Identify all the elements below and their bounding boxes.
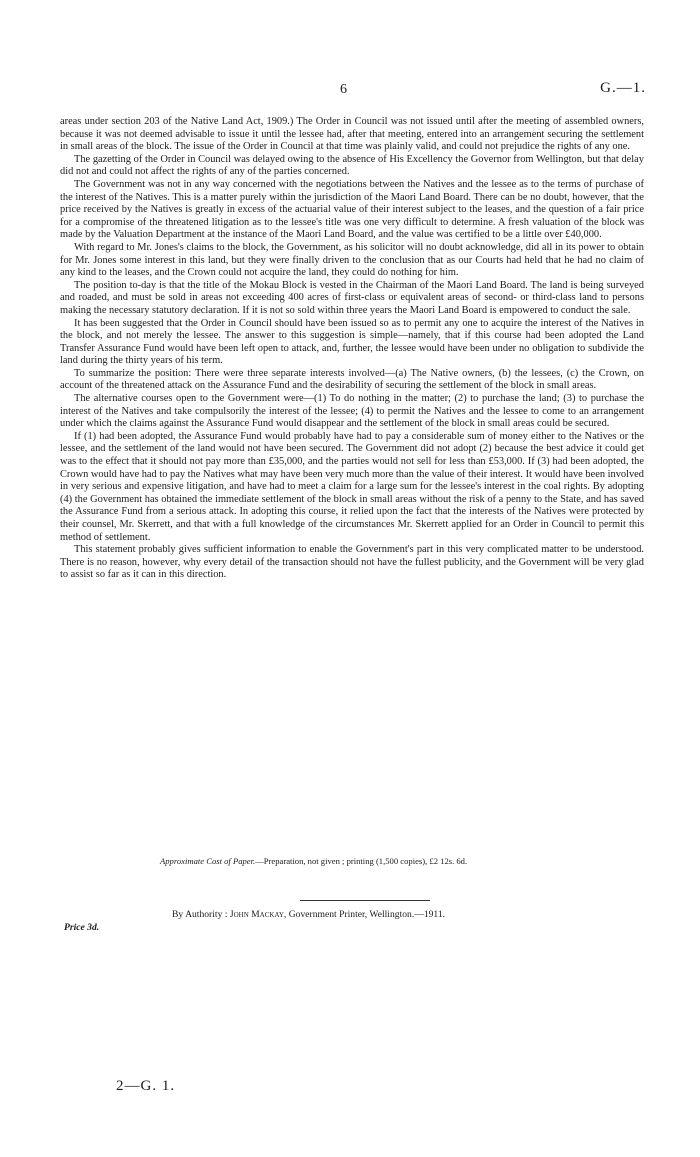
paragraph-9: If (1) had been adopted, the Assurance Fund would probably have had to pay a considerable sum of money either to the Natives or the lessee, and the settlement of the land would not have been secured. The Government did not adopt (2) because the best advice it could get was to the effect that it should not pay more than £35,000, and the parties would not sell for less than £53,000. If (3) had been adopted, the Crown would have had to pay the Natives what may have been very much more than the value of their interest. It would have been involved in very serious and expensive litigation, and have had to meet a claim for a large sum for the lessee's interest in the coal rights. By adopting (4) the Government has obtained the immediate settlement of the block in small areas without the risk of a penny to the State, and has saved the Assurance Fund from a serious attack. In adopting this course, it relied upon the fact that the interests of the Natives were protected by their counsel, Mr. Skerrett, and that with a full knowledge of the circumstances Mr. Skerrett applied for an Order in Council to permit this method of settlement.	[60, 430, 644, 543]
footer-divider	[300, 900, 430, 901]
authority-prefix: By Authority :	[172, 909, 230, 920]
cost-text: —Preparation, not given ; printing (1,500 copies), £2 12s. 6d.	[255, 856, 468, 866]
printer-name: John Mackay,	[229, 909, 287, 920]
page-number: 6	[340, 82, 347, 97]
sheet-signature: 2—G. 1.	[116, 1078, 176, 1094]
paragraph-1: areas under section 203 of the Native Land Act, 1909.) The Order in Council was not issued until after the meeting of assembled owners, because it was not deemed advisable to issue it until the lessee had, after that meeting, entered into an arrangement securing the settlement in small areas of the block. The issue of the Order in Council at that time was plainly valid, and could not prejudice the rights of any one.	[60, 116, 644, 153]
paragraph-7: To summarize the position: There were three separate interests involved—(a) The Native owners, (b) the lessees, (c) the Crown, on account of the threatened attack on the Assurance Fund and the desirability of securing the settlement of the block in small areas.	[60, 367, 644, 392]
authority-line	[172, 909, 445, 920]
paragraph-3: The Government was not in any way concerned with the negotiations between the Natives and the lessee as to the terms of purchase of the interest of the Natives. This is a matter purely within the jurisdiction of the Maori Land Board. There can be no doubt, however, that the price received by the Natives is greatly in excess of the actuarial value of their interest subject to the leases, and the question of a fair price for a compromise of the threatened litigation as to the lessee's title was one very difficult to determine. A fresh valuation of the block was made by the Valuation Department at the instance of the Maori Land Board, and the value was certified to be a little over £40,000.	[60, 178, 644, 241]
paragraph-8: The alternative courses open to the Government were—(1) To do nothing in the matter; (2) to purchase the land; (3) to purchase the interest of the Natives and take compulsorily the interest of the lessee; (4) to permit the Natives and the lessee to come to an arrangement under which the claims against the Assurance Fund would disappear and the settlement of the block in small areas could be secured.	[60, 393, 644, 430]
paragraph-6: It has been suggested that the Order in Council should have been issued so as to permit any one to acquire the interest of the Natives in the block, and not merely the lessee. The answer to this suggestion is simple—namely, that if this course had been adopted the Land Transfer Assurance Fund would have been left open to attack, and, further, the lessee would have been under no obligation to subdivide the land during the thirty years of his term.	[60, 317, 644, 367]
paragraph-5: The position to-day is that the title of the Mokau Block is vested in the Chairman of the Maori Land Board. The land is being surveyed and roaded, and must be sold in areas not exceeding 400 acres of first-class or equivalent areas of second- or third-class land to persons making the necessary statutory declaration. If it is not so sold within three years the Maori Land Board is empowered to conduct the sale.	[60, 279, 644, 316]
paragraph-4: With regard to Mr. Jones's claims to the block, the Government, as his solicitor will no doubt acknowledge, did all in its power to obtain for Mr. Jones some interest in this land, but they were finally driven to the conclusion that as our Courts had held that he had no claim of any kind to the leases, and the Crown could not acquire the land, they could do nothing for him.	[60, 241, 644, 279]
paragraph-2: The gazetting of the Order in Council was delayed owing to the absence of His Excellency the Governor from Wellington, but that delay did not and could not affect the rights of any of the parties concerned.	[60, 153, 644, 178]
document-code: G.—1.	[600, 80, 646, 96]
body-text	[60, 116, 644, 582]
paragraph-10: This statement probably gives sufficient information to enable the Government's part in this very complicated matter to be understood. There is no reason, however, why every detail of the transaction should not have the fullest publicity, and the Government will be very glad to assist so far as it can in this direction.	[60, 544, 644, 581]
price-label: Price 3d.	[64, 922, 100, 933]
authority-suffix: Government Printer, Wellington.—1911.	[286, 909, 446, 920]
cost-label: Approximate Cost of Paper.	[160, 856, 256, 866]
cost-of-paper-note	[160, 856, 580, 867]
